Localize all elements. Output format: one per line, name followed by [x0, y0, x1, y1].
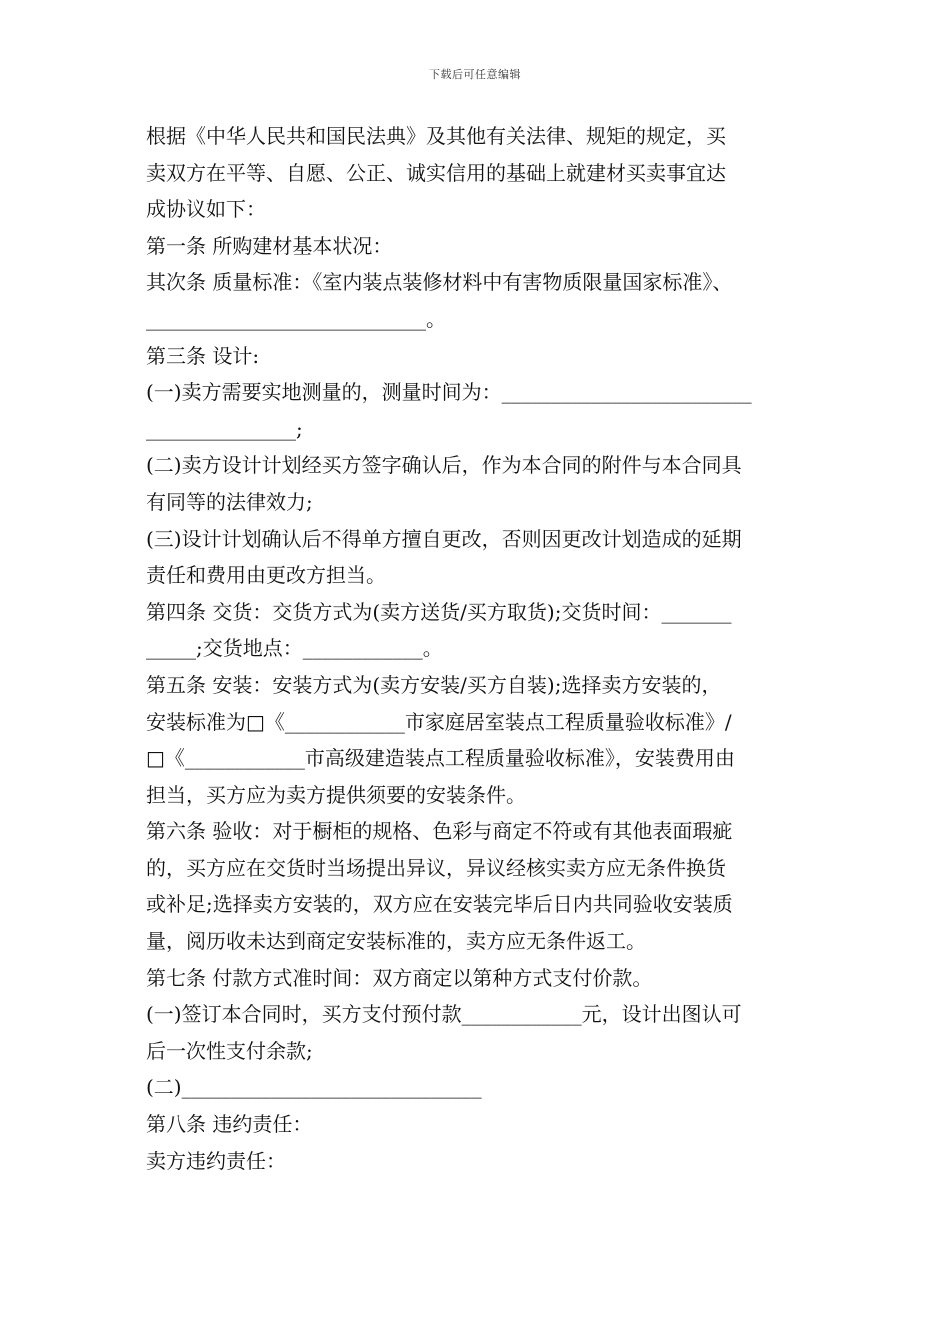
- paragraph-line: (二)卖方设计计划经买方签字确认后，作为本合同的附件与本合同具: [146, 453, 742, 478]
- article-1-heading: 第一条 所购建材基本状况：: [146, 233, 393, 258]
- paragraph-line: (二)______________________________: [146, 1075, 482, 1100]
- paragraph-line: 责任和费用由更改方担当。: [146, 563, 386, 588]
- paragraph-line: (一)卖方需要实地测量的，测量时间为：_________________________: [146, 380, 752, 405]
- paragraph-line: 量，阅历收未达到商定安装标准的，卖方应无条件返工。: [146, 929, 646, 954]
- paragraph-line: 卖双方在平等、自愿、公正、诚实信用的基础上就建材买卖事宜达: [146, 160, 726, 185]
- page-header: 下载后可任意编辑: [429, 68, 521, 81]
- article-2-heading: 其次条 质量标准：《室内装点装修材料中有害物质限量国家标准》、: [146, 270, 733, 295]
- paragraph-line: 或补足;选择卖方安装的，双方应在安装完毕后日内共同验收安装质: [146, 892, 733, 917]
- article-6-heading: 第六条 验收：对于橱柜的规格、色彩与商定不符或有其他表面瑕疵: [146, 819, 733, 844]
- paragraph-line: ____________________________。: [146, 306, 446, 331]
- paragraph-line: _______________;: [146, 416, 303, 441]
- paragraph-line: (三)设计计划确认后不得单方擅自更改，否则因更改计划造成的延期: [146, 526, 742, 551]
- paragraph-line: 的，买方应在交货时当场提出异议，异议经核实卖方应无条件换货: [146, 855, 726, 880]
- article-5-heading: 第五条 安装：安装方式为(卖方安装/买方自装);选择卖方安装的，: [146, 672, 722, 697]
- paragraph-line: _____;交货地点：____________。: [146, 636, 443, 661]
- article-4-heading: 第四条 交货：交货方式为(卖方送货/买方取货);交货时间：_______: [146, 599, 732, 624]
- paragraph-line: 后一次性支付余款;: [146, 1038, 313, 1063]
- paragraph-line: 卖方违约责任：: [146, 1148, 286, 1173]
- paragraph-line: □《____________市高级建造装点工程质量验收标准》，安装费用由: [146, 746, 735, 771]
- paragraph-line: 成协议如下：: [146, 197, 266, 222]
- paragraph-line: 担当，买方应为卖方提供须要的安装条件。: [146, 782, 526, 807]
- article-7-heading: 第七条 付款方式准时间：双方商定以第种方式支付价款。: [146, 965, 653, 990]
- paragraph-line: (一)签订本合同时，买方支付预付款____________元，设计出图认可: [146, 1002, 742, 1027]
- paragraph-line: 根据《中华人民共和国民法典》及其他有关法律、规矩的规定，买: [146, 124, 726, 148]
- paragraph-line: 安装标准为□《____________市家庭居室装点工程质量验收标准》/: [146, 709, 732, 734]
- contract-body: [146, 118, 810, 1179]
- paragraph-line: 有同等的法律效力;: [146, 489, 313, 514]
- article-8-heading: 第八条 违约责任：: [146, 1112, 313, 1137]
- article-3-heading: 第三条 设计:: [146, 343, 260, 368]
